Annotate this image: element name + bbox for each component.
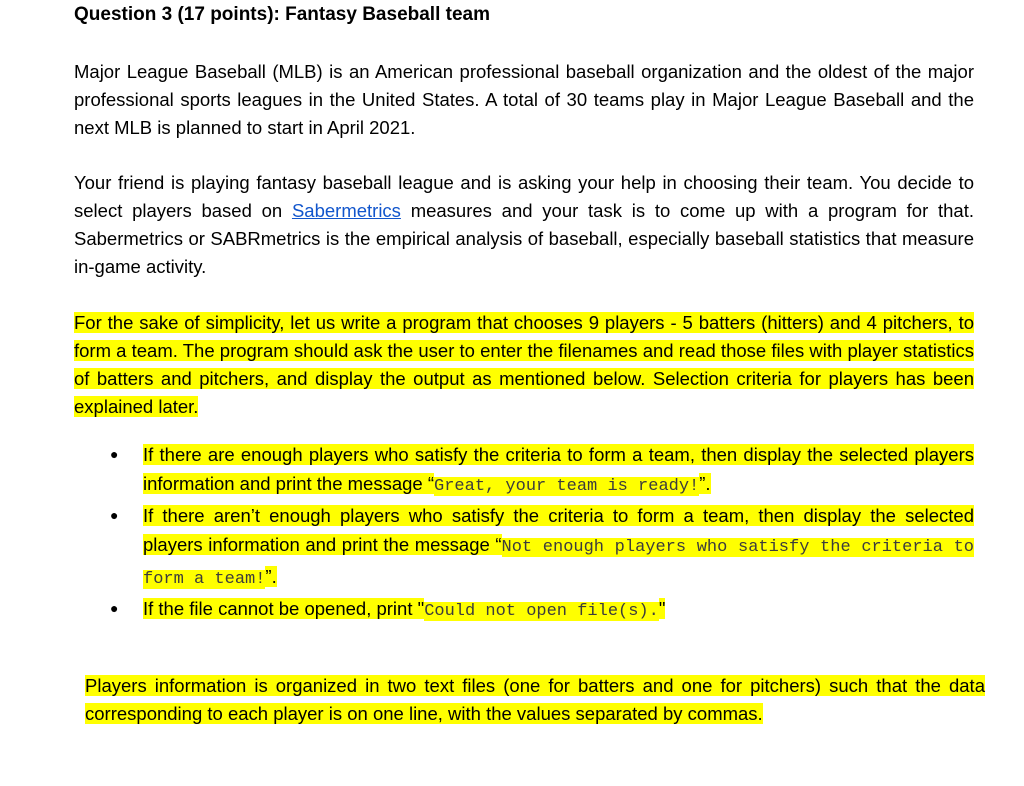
task-paragraph xyxy=(74,169,974,281)
bullet-text: If there are enough players who satisfy the criteria to form a team, then display the selected players information and print the message “ xyxy=(143,444,974,494)
players-info-highlight: Players information is organized in two text files (one for batters and one for pitchers) such that the data corresponding to each player is on one line, with the values separated by commas. xyxy=(85,675,985,724)
bullet-dot-icon: ● xyxy=(110,446,119,462)
bullet-code: Not enough players who satisfy the criteria to form a team! xyxy=(143,538,974,589)
bullet-end: ”. xyxy=(265,566,277,587)
simplicity-highlight: For the sake of simplicity, let us write a program that chooses 9 players - 5 batters (hitters) and 4 pitchers, to form a team. The program should ask the user to enter the filenames and read those files with player statistics of batters and pitchers, and display the output as mentioned below. Selection criteria for players has been explained later. xyxy=(74,312,974,417)
bullet-end: " xyxy=(658,598,666,619)
bullet-text: If the file cannot be opened, print " xyxy=(143,598,425,619)
output-bullet-list xyxy=(0,440,1024,626)
bullet-file-error xyxy=(110,594,974,626)
bullet-text: If there aren’t enough players who satisfy the criteria to form a team, then display the selected players information and print the message “ xyxy=(143,505,974,555)
simplicity-paragraph xyxy=(74,309,974,421)
bullet-code: Could not open file(s). xyxy=(424,602,659,621)
bullet-end: ”. xyxy=(699,473,711,494)
players-info-paragraph xyxy=(85,672,985,728)
question-title: Question 3 (17 points): Fantasy Baseball team xyxy=(74,4,490,25)
bullet-dot-icon: ● xyxy=(110,600,119,616)
bullet-team-ready xyxy=(110,440,974,501)
intro-paragraph: Major League Baseball (MLB) is an American professional baseball organization and the oldest of the major professional sports leagues in the United States. A total of 30 teams play in Major League Baseball and the next MLB is planned to start in April 2021. xyxy=(74,61,974,138)
bullet-not-enough-players xyxy=(110,501,974,594)
task-text-after-link: measures and your task is to come up with a program for that. Sabermetrics or SABRmetrics is the empirical analysis of baseball, especially baseball statistics that measure in-game activity. xyxy=(74,200,974,277)
task-text-before-link: Your friend is playing fantasy baseball league and is asking your help in choosing their team. You decide to select players based on xyxy=(74,172,974,221)
bullet-code: Great, your team is ready! xyxy=(434,477,700,496)
sabermetrics-link[interactable]: Sabermetrics xyxy=(291,200,401,221)
bullet-dot-icon: ● xyxy=(110,507,119,523)
